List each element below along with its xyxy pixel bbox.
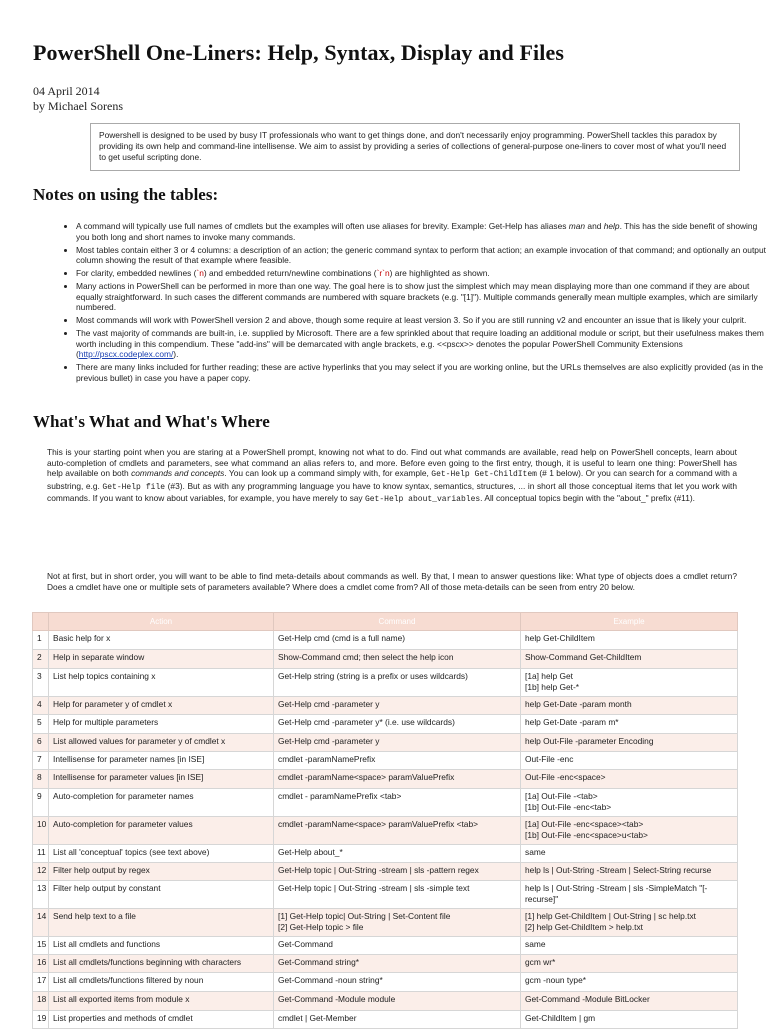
table-row: [33, 752, 738, 770]
table-row: [33, 881, 738, 909]
action-cell: Send help text to a file: [49, 909, 274, 937]
example-cell: [1a] Out-File -<tab> [1b] Out-File -enc<tab>: [521, 789, 738, 817]
notes-list: [50, 221, 766, 386]
command-cell: Get-Command string*: [274, 955, 521, 973]
list-item: • There are many links included for further reading; these are active hyperlinks that you may select if you are working online, but the URLs themselves are also explicitly provided (as in the previous bullet) in case you have a paper copy.: [76, 362, 766, 383]
command-cell: Get-Command: [274, 937, 521, 955]
command-cell: Get-Help string (string is a prefix or uses wildcards): [274, 669, 521, 697]
row-number: 18: [33, 992, 49, 1011]
row-number: 12: [33, 863, 49, 881]
example-cell: Get-ChildItem | gm: [521, 1011, 738, 1029]
action-cell: List all cmdlets and functions: [49, 937, 274, 955]
example-cell: Get-Command -Module BitLocker: [521, 992, 738, 1011]
action-cell: Intellisense for parameter values [in ISE]: [49, 770, 274, 789]
example-cell: help ls | Out-String -Stream | sls -SimpleMatch "[- recurse]": [521, 881, 738, 909]
row-number: 7: [33, 752, 49, 770]
column-header: Action: [49, 613, 274, 631]
example-cell: gcm wr*: [521, 955, 738, 973]
example-cell: Out-File -enc<space>: [521, 770, 738, 789]
command-cell: Get-Help cmd -parameter y: [274, 697, 521, 715]
list-item: • For clarity, embedded newlines (`n) and embedded return/newline combinations (`r`n) are highlighted as shown.: [76, 268, 766, 279]
action-cell: Help for multiple parameters: [49, 715, 274, 734]
notes-heading: Notes on using the tables:: [33, 185, 219, 204]
action-cell: List all cmdlets/functions beginning with characters: [49, 955, 274, 973]
example-cell: same: [521, 845, 738, 863]
command-cell: cmdlet -paramName<space> paramValuePrefix: [274, 770, 521, 789]
action-cell: List help topics containing x: [49, 669, 274, 697]
example-cell: same: [521, 937, 738, 955]
example-cell: help Get-Date -param m*: [521, 715, 738, 734]
action-cell: List all exported items from module x: [49, 992, 274, 1011]
row-number: 19: [33, 1011, 49, 1029]
action-cell: Help for parameter y of cmdlet x: [49, 697, 274, 715]
table-row: [33, 770, 738, 789]
example-cell: help Out-File -parameter Encoding: [521, 734, 738, 752]
author-byline: by Michael Sorens: [33, 99, 123, 113]
command-cell: Get-Help cmd (cmd is a full name): [274, 631, 521, 650]
command-cell: cmdlet -paramName<space> paramValuePrefix <tab>: [274, 817, 521, 845]
whats-heading: What's What and What's Where: [33, 412, 270, 431]
action-cell: Help in separate window: [49, 650, 274, 669]
list-item: • Most commands will work with PowerShell version 2 and above, though some require at least version 3. So if you are still running v2 and encounter an issue that is likely your culprit.: [76, 315, 766, 326]
row-number: 2: [33, 650, 49, 669]
action-cell: Intellisense for parameter names [in ISE]: [49, 752, 274, 770]
column-header: [33, 613, 49, 631]
action-cell: Filter help output by constant: [49, 881, 274, 909]
pscx-link[interactable]: http://pscx.codeplex.com/: [78, 349, 174, 359]
intro-box: Powershell is designed to be used by busy IT professionals who want to get things done, and don't necessarily enjoy programming. PowerShell tackles this paradox by providing its own help and command-line intellisense. We aim to assist by providing a series of collections of general-purpose one-liners to cover most of what you'll need to get useful scripting done.: [90, 123, 740, 171]
row-number: 4: [33, 697, 49, 715]
action-cell: Auto-completion for parameter names: [49, 789, 274, 817]
row-number: 5: [33, 715, 49, 734]
column-header: Command: [274, 613, 521, 631]
commands-table: [32, 612, 738, 1029]
command-cell: Get-Command -noun string*: [274, 973, 521, 992]
row-number: 15: [33, 937, 49, 955]
row-number: 1: [33, 631, 49, 650]
command-cell: Get-Help topic | Out-String -stream | sls -pattern regex: [274, 863, 521, 881]
table-row: [33, 669, 738, 697]
row-number: 3: [33, 669, 49, 697]
action-cell: List properties and methods of cmdlet: [49, 1011, 274, 1029]
example-cell: help ls | Out-String -Stream | Select-String recurse: [521, 863, 738, 881]
example-cell: help Get-ChildItem: [521, 631, 738, 650]
table-row: [33, 973, 738, 992]
row-number: 10: [33, 817, 49, 845]
action-cell: Filter help output by regex: [49, 863, 274, 881]
action-cell: Auto-completion for parameter values: [49, 817, 274, 845]
row-number: 14: [33, 909, 49, 937]
table-row: [33, 992, 738, 1011]
list-item: • A command will typically use full names of cmdlets but the examples will often use aliases for brevity. Example: Get-Help has aliases man and help. This has the side benefit of showing you both long and short names to invoke many commands.: [76, 221, 766, 242]
row-number: 16: [33, 955, 49, 973]
command-cell: Get-Help topic | Out-String -stream | sls -simple text: [274, 881, 521, 909]
row-number: 17: [33, 973, 49, 992]
example-cell: help Get-Date -param month: [521, 697, 738, 715]
intro-paragraph: This is your starting point when you are staring at a PowerShell prompt, knowing not what to do. Find out what commands are available, read help on PowerShell concepts, learn about auto-completion of cmdlets and parameters, see what command an alias refers to, and more. Before even going to the first entry, though, it is useful to learn one thing: PowerShell has help available on both commands and concepts. You can look up a command simply with, for example, Get-Help Get-ChildItem (# 1 below). Or you can search for a command with a substring, e.g. Get-Help file (#3). But as with any programming language you have to know syntax, semantics, structures, ... in short all those conceptual items that let you work with commands. If you want to know about variables, for example, you have merely to say Get-Help about_variables. All conceptual topics begin with the "about_" prefix (#11).: [47, 447, 737, 504]
example-cell: Out-File -enc: [521, 752, 738, 770]
list-item: • Many actions in PowerShell can be performed in more than one way. The goal here is to show just the simplest which may mean displaying more than one command if they are about equally straightforward. In such cases the different commands are numbered with square brackets (e.g. "[1]"). Multiple commands generally mean multiple examples, which are similarly numbered.: [76, 281, 766, 313]
table-row: [33, 817, 738, 845]
table-row: [33, 631, 738, 650]
command-cell: [1] Get-Help topic| Out-String | Set-Content file [2] Get-Help topic > file: [274, 909, 521, 937]
column-header: Example: [521, 613, 738, 631]
command-cell: cmdlet | Get-Member: [274, 1011, 521, 1029]
table-row: [33, 715, 738, 734]
list-item: • The vast majority of commands are built-in, i.e. supplied by Microsoft. There are a few sprinkled about that require loading an additional module or script, but their usefulness makes them worth including in this compendium. These "add-ins" will be demarcated with angle brackets, e.g. <<pscx>> denotes the popular PowerShell Community Extensions (http://pscx.codeplex.com/).: [76, 328, 766, 360]
example-cell: gcm -noun type*: [521, 973, 738, 992]
table-row: [33, 955, 738, 973]
table-row: [33, 909, 738, 937]
row-number: 6: [33, 734, 49, 752]
example-cell: [1] help Get-ChildItem | Out-String | sc help.txt [2] help Get-ChildItem > help.txt: [521, 909, 738, 937]
table-row: [33, 863, 738, 881]
table-row: [33, 697, 738, 715]
list-item: • Most tables contain either 3 or 4 columns: a description of an action; the generic command syntax to perform that action; an example invocation of that command; and optionally an output column showing the result of that example where feasible.: [76, 245, 766, 266]
table-row: [33, 845, 738, 863]
action-cell: Basic help for x: [49, 631, 274, 650]
example-cell: [1a] help Get [1b] help Get-*: [521, 669, 738, 697]
action-cell: List allowed values for parameter y of cmdlet x: [49, 734, 274, 752]
command-cell: cmdlet - paramNamePrefix <tab>: [274, 789, 521, 817]
table-row: [33, 789, 738, 817]
command-cell: Show-Command cmd; then select the help icon: [274, 650, 521, 669]
command-cell: Get-Help cmd -parameter y: [274, 734, 521, 752]
publish-date: 04 April 2014: [33, 84, 100, 98]
row-number: 13: [33, 881, 49, 909]
table-row: [33, 1011, 738, 1029]
action-cell: List all 'conceptual' topics (see text above): [49, 845, 274, 863]
command-cell: Get-Help cmd -parameter y* (i.e. use wildcards): [274, 715, 521, 734]
page-title: PowerShell One-Liners: Help, Syntax, Display and Files: [33, 40, 564, 65]
row-number: 8: [33, 770, 49, 789]
example-cell: [1a] Out-File -enc<space><tab> [1b] Out-File -enc<space>u<tab>: [521, 817, 738, 845]
row-number: 9: [33, 789, 49, 817]
row-number: 11: [33, 845, 49, 863]
command-cell: Get-Command -Module module: [274, 992, 521, 1011]
example-cell: Show-Command Get-ChildItem: [521, 650, 738, 669]
command-cell: Get-Help about_*: [274, 845, 521, 863]
table-row: [33, 734, 738, 752]
meta-details-paragraph: Not at first, but in short order, you will want to be able to find meta-details about commands as well. By that, I mean to answer questions like: What type of objects does a cmdlet return? Does a cmdlet have one or multiple sets of parameters available? Where does a cmdlet come from? All of those meta-details can be seen from entry 20 below.: [47, 571, 737, 592]
table-row: [33, 650, 738, 669]
table-header-row: [33, 613, 738, 631]
table-row: [33, 937, 738, 955]
action-cell: List all cmdlets/functions filtered by noun: [49, 973, 274, 992]
command-cell: cmdlet -paramNamePrefix: [274, 752, 521, 770]
